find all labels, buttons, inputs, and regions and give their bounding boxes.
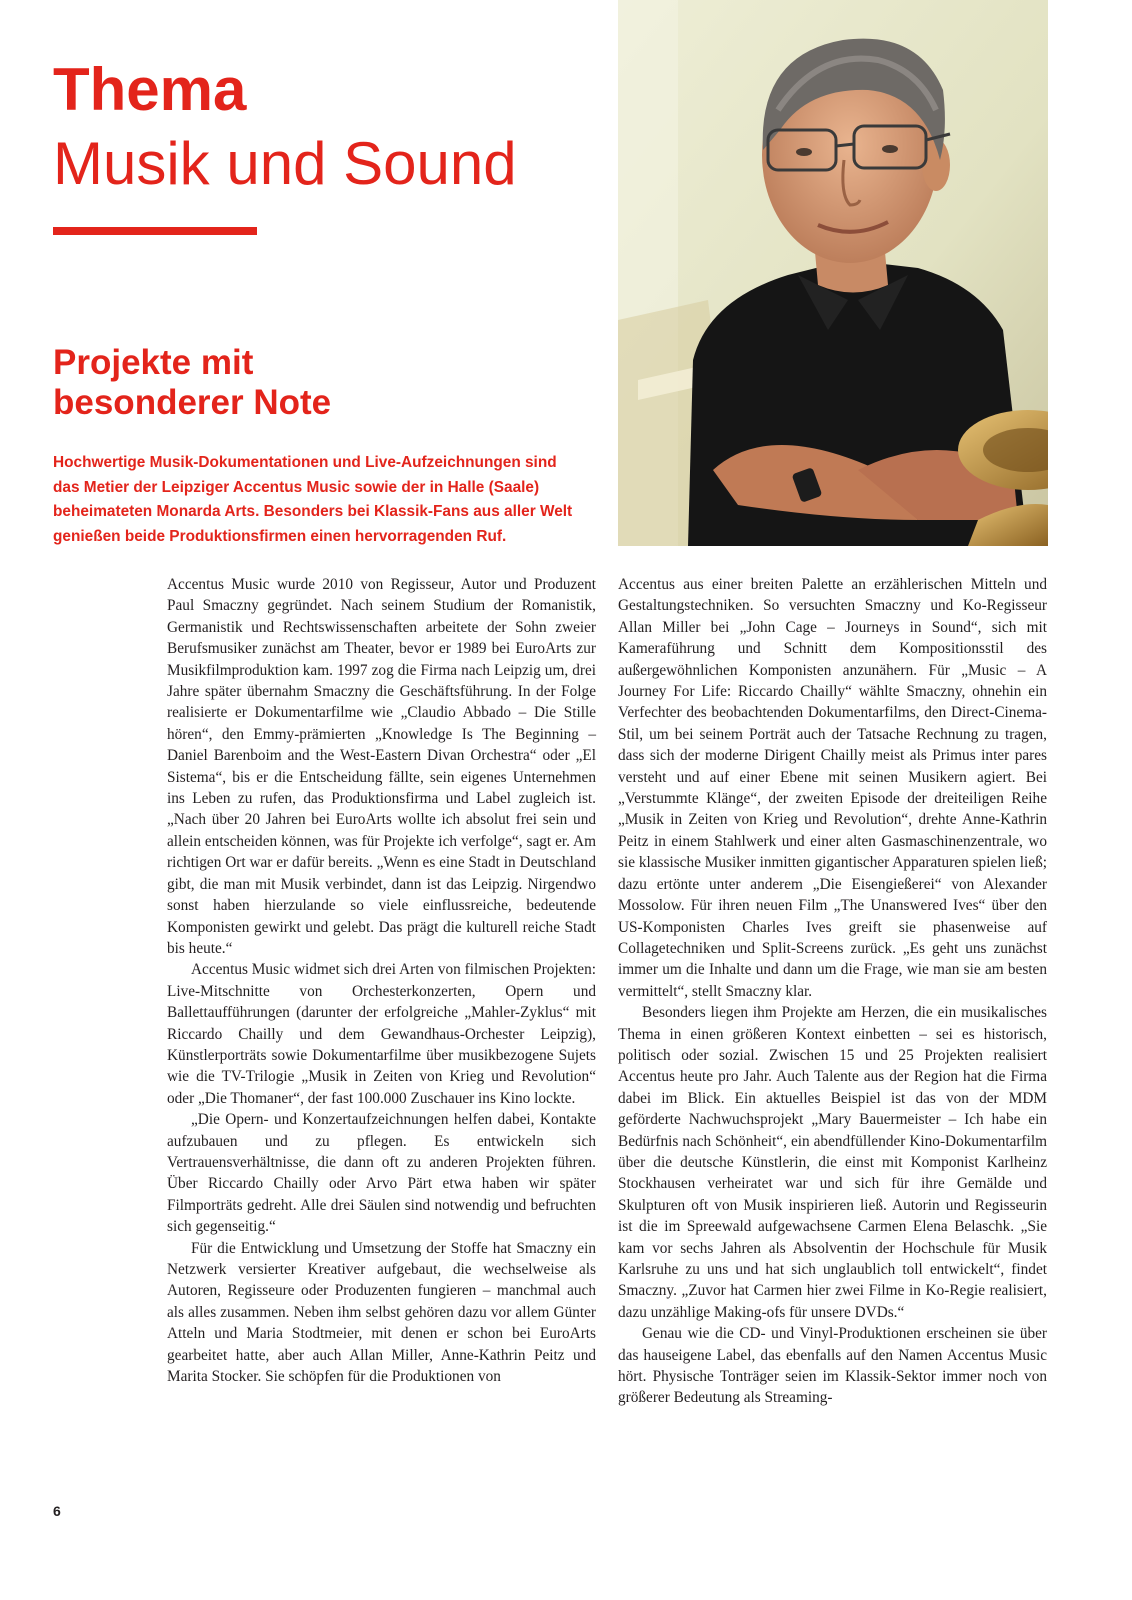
paragraph: Accentus aus einer breiten Palette an erzählerischen Mitteln und Gestaltungstechniken. So versuchten Smaczny und Ko-Regisseur Allan Miller bei „John Cage – Journeys in Sound“, sich mit Kameraführung und Schnitt dem Kompositionsstil des außergewöhnlichen Komponisten anzunähern. Für „Music – A Journey For Life: Riccardo Chailly“ wählte Smaczny, ohnehin ein Verfechter des beobachtenden Dokumentarfilms, den Direct-Cinema-Stil, um bei seinem Porträt auch der Tatsache Rechnung zu tragen, dass sich der moderne Dirigent Chailly meist als Primus inter pares versteht und auf einer Ebene mit seinen Musikern agiert. Bei „Verstummte Klänge“, der zweiten Episode der dreiteiligen Reihe „Musik in Zeiten von Krieg und Revolution“, drehte Anne-Kathrin Peitz in einem Stahlwerk und einer alten Gasmaschinenzentrale, wo sie klassische Musiker inmitten gigantischer Apparaturen spielen ließ; dazu ertönte unter anderem „Die Eisengießerei“ von Alexander Mossolow. Für ihren neuen Film „The Unanswered Ives“ über den US-Komponisten Charles Ives greift sie phasenweise auf Collagetechniken und Split-Screens zurück. „Es geht uns zunächst immer um die Inhalte und dann um die Frage, wie man sie am besten vermittelt“, stellt Smaczny klar. xyxy=(618,576,1047,1000)
accent-rule xyxy=(53,227,257,235)
body-column-right xyxy=(618,574,1047,1409)
page-number: 6 xyxy=(53,1503,61,1519)
portrait-photo xyxy=(618,0,1048,546)
paragraph: Genau wie die CD- und Vinyl-Produktionen erscheinen sie über das hauseigene Label, das ebenfalls auf den Namen Accentus Music hört. Physische Tonträger seien im Klassik-Sektor immer noch von größerer Bedeutung als Streaming- xyxy=(618,1325,1047,1407)
paragraph: Für die Entwicklung und Umsetzung der Stoffe hat Smaczny ein Netzwerk versierter Kreativer aufgebaut, die wechselweise als Autoren, Regisseure oder Produzenten fungieren – manchmal auch als alles zusammen. Neben ihm selbst gehören dazu vor allem Günter Atteln und Maria Stodtmeier, mit denen er schon bei EuroArts gearbeitet hatte, aber auch Allan Miller, Anne-Kathrin Peitz und Marita Stocker. Sie schöpfen für die Produktionen von xyxy=(167,1239,596,1386)
article-lead: Hochwertige Musik-Dokumentationen und Live-Aufzeichnungen sind das Metier der Leipziger Accentus Music sowie der in Halle (Saale) beheimateten Monarda Arts. Besonders bei Klassik-Fans aus aller Welt genießen beide Produktionsfirmen einen hervorragenden Ruf. xyxy=(53,454,573,545)
body-column-left xyxy=(167,574,596,1387)
headline-line-2: besonderer Note xyxy=(53,383,332,422)
article-headline xyxy=(53,343,573,423)
section-kicker: Thema xyxy=(53,56,247,123)
paragraph: Besonders liegen ihm Projekte am Herzen, die ein musikalisches Thema in einen größeren Kontext einbetten – sei es historisch, politisch oder sozial. Zwischen 15 und 25 Projekten realisiert Accentus heute pro Jahr. Auch Talente aus der Region hat die Firma dabei im Blick. Ein aktuelles Beispiel ist das von der MDM geförderte Nachwuchsprojekt „Mary Bauermeister – Ich habe ein Bedürfnis nach Schönheit“, ein abendfüllender Kino-Dokumentarfilm über die deutsche Künstlerin, die einst mit Komponist Karlheinz Stockhausen verheiratet war und sich für ihre Gemälde und Skulpturen oft von Musik inspirieren ließ. Autorin und Regisseurin ist die im Spreewald aufgewachsene Carmen Elena Belaschk. „Sie kam vor sechs Jahren als Absolventin der Hochschule für Musik Karlsruhe zu uns und hat sich unglaublich toll entwickelt“, findet Smaczny. „Zuvor hat Carmen hier zwei Filme in Ko-Regie realisiert, dazu unzählige Making-ofs für unsere DVDs.“ xyxy=(618,1004,1047,1321)
paragraph: Accentus Music widmet sich drei Arten von filmischen Projekten: Live-Mitschnitte von Orchesterkonzerten, Opern und Ballettaufführungen (darunter der erfolgreiche „Mahler-Zyklus“ mit Riccardo Chailly und dem Gewandhaus-Orchester Leipzig), Künstlerporträts sowie Dokumentarfilme über musikbezogene Sujets wie die TV-Trilogie „Musik in Zeiten von Krieg und Revolution“ oder „Die Thomaner“, der fast 100.000 Zuschauer ins Kino lockte. xyxy=(167,961,596,1107)
section-topic: Musik und Sound xyxy=(53,130,517,197)
paragraph: „Die Opern- und Konzertaufzeichnungen helfen dabei, Kontakte aufzubauen und zu pflegen. Es entwickeln sich Vertrauensverhältnisse, die dann oft zu anderen Projekten führen. Über Riccardo Chailly oder Arvo Pärt etwa haben wir später Filmporträts gedreht. Alle drei Säulen sind notwendig und befruchten sich gegenseitig.“ xyxy=(167,1111,596,1236)
headline-line-1: Projekte mit xyxy=(53,343,254,382)
paragraph: Accentus Music wurde 2010 von Regisseur, Autor und Produzent Paul Smaczny gegründet. Nach seinem Studium der Romanistik, Germanistik und Rechtswissenschaften arbeitete der Sohn zweier Berufsmusiker zunächst am Theater, bevor er 1989 bei EuroArts zur Musikfilmproduktion kam. 1997 zog die Firma nach Leipzig um, drei Jahre später übernahm Smaczny die Geschäftsführung. In der Folge realisierte er Dokumentarfilme wie „Claudio Abbado – Die Stille hören“, den Emmy-prämierten „Knowledge Is The Beginning – Daniel Barenboim and the West-Eastern Divan Orchestra“ oder „El Sistema“, bis er die Entscheidung fällte, sein eigenes Unternehmen ins Leben zu rufen, das Produktionsfirma und Label zugleich ist. „Nach über 20 Jahren bei EuroArts wollte ich absolut frei sein und allein entscheiden können, was für Projekte ich verfolge“, sagt er. Am richtigen Ort war er dafür bereits. „Wenn es eine Stadt in Deutschland gibt, die man mit Musik verbindet, dann ist das Leipzig. Nirgendwo sonst haben hierzulande so viele einflussreiche, bedeutende Komponisten gewirkt und gelebt. Das prägt die kulturell reiche Stadt bis heute.“ xyxy=(167,576,596,957)
